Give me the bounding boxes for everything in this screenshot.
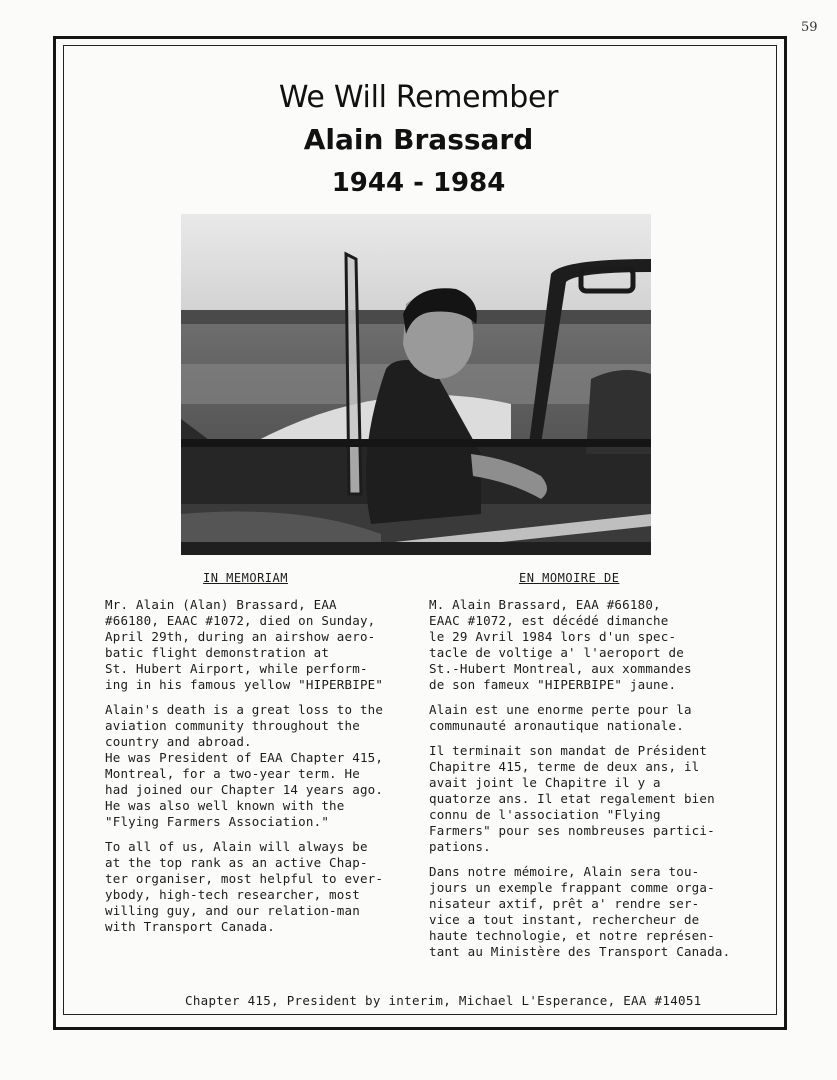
french-paragraph: Dans notre mémoire, Alain sera tou- jours un exemple frappant comme orga- nisateur axtif, prêt a' rendre ser- vice a tout instant, rechercheur de haute technologie, et notre représen- tant au Ministère des Transport Canada.: [429, 864, 731, 959]
signature-line: Chapter 415, President by interim, Michael L'Esperance, EAA #14051: [185, 993, 702, 1008]
headline: [0, 80, 837, 203]
english-paragraph: To all of us, Alain will always be at the top rank as an active Chap- ter organiser, most helpful to ever- ybody, high-tech researcher, most willing guy, and our relation-man with Transport Canada.: [105, 839, 384, 934]
french-heading: EN MOMOIRE DE: [519, 571, 620, 585]
english-heading: IN MEMORIAM: [203, 571, 288, 585]
headline-years: 1944 - 1984: [331, 168, 506, 198]
french-paragraph: M. Alain Brassard, EAA #66180, EAAC #1072, est décédé dimanche le 29 Avril 1984 lors d'un spec- tacle de voltige a' l'aeroport de St.-Hubert Montreal, aux xommandes de son fameux "HIPERBIPE" jaune.: [429, 597, 692, 692]
french-paragraph: Alain est une enorme perte pour la communauté aronautique nationale.: [429, 702, 692, 733]
english-paragraph: Mr. Alain (Alan) Brassard, EAA #66180, EAAC #1072, died on Sunday, April 29th, during an airshow aero- batic flight demonstration at St. Hubert Airport, while perform- ing in his famous yellow "HIPERBIPE": [105, 597, 384, 692]
headline-name: Alain Brassard: [303, 123, 534, 156]
headline-we-will-remember: We Will Remember: [278, 80, 559, 115]
french-column: [429, 597, 749, 969]
english-paragraph: Alain's death is a great loss to the aviation community throughout the country and abroad.: [105, 702, 384, 749]
memorial-photo: [181, 214, 651, 555]
french-paragraph: Il terminait son mandat de Président Chapitre 415, terme de deux ans, il avait joint le Chapitre il y a quatorze ans. Il etat regalement bien connu de l'association "Flying Farmers" pour ses nombreuses partici- pations.: [429, 743, 715, 854]
english-paragraph: He was President of EAA Chapter 415, Montreal, for a two-year term. He had joined our Chapter 14 years ago. He was also well known with the "Flying Farmers Association.": [105, 750, 384, 829]
english-column: [105, 597, 410, 944]
page-number: 59: [801, 20, 818, 35]
